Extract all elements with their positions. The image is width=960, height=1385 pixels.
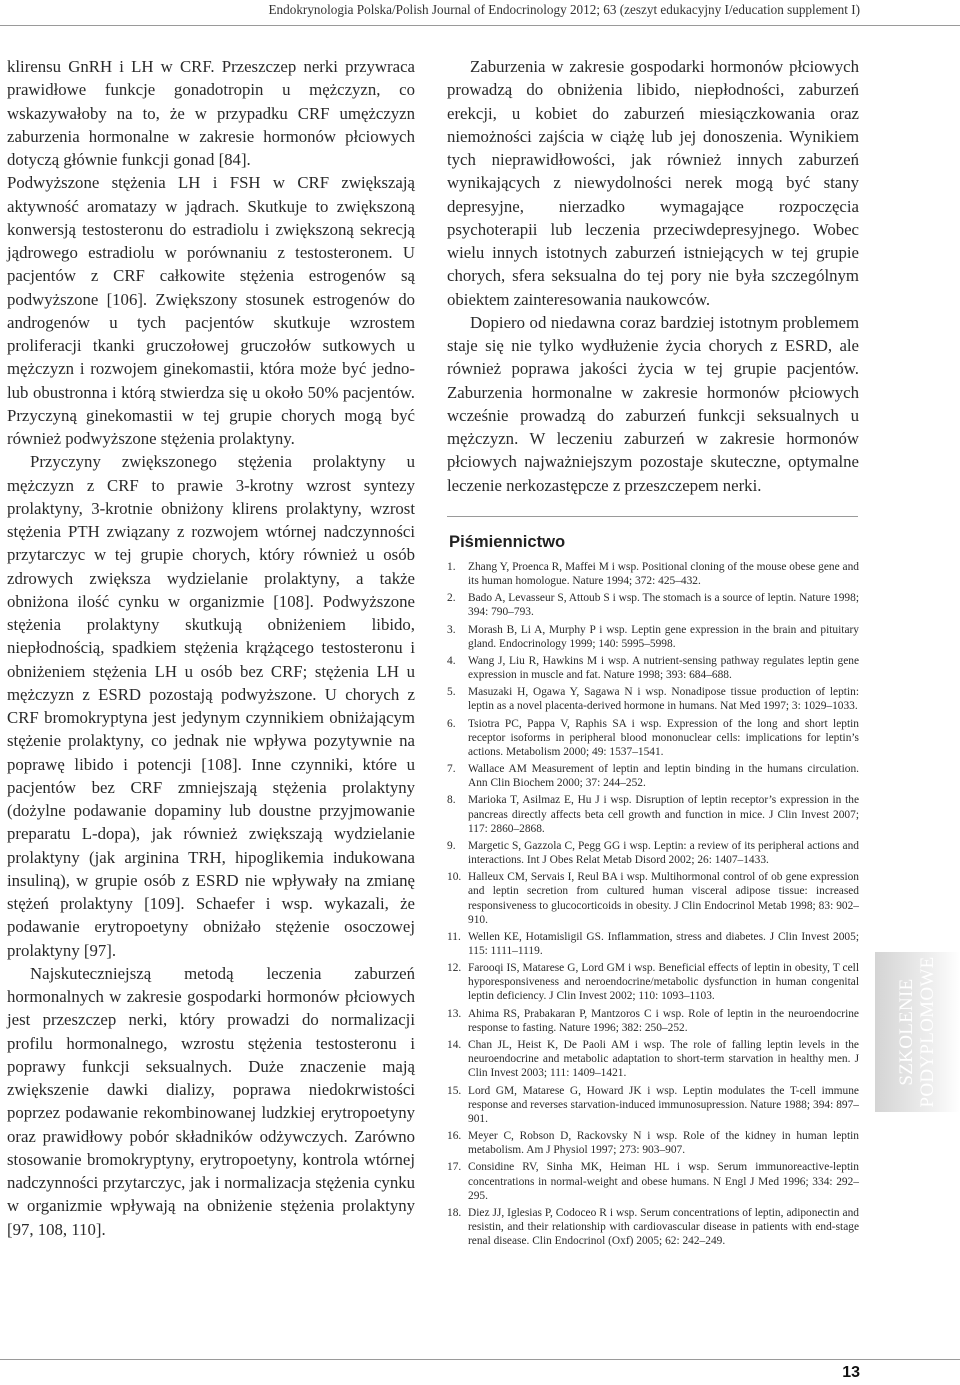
- reference-text: Considine RV, Sinha MK, Heiman HL i wsp. Serum immunoreactive-leptin concentrations in normal-weight and obese humans. N Engl J Med 1996; 334: 292–295.: [468, 1161, 859, 1202]
- reference-item: [447, 1084, 859, 1126]
- reference-text: Lord GM, Matarese G, Howard JK i wsp. Leptin modulates the T-cell immune response and reverses starvation-induced immunosupression. Nature 1988; 394: 897–901.: [468, 1084, 859, 1125]
- side-label-line: SZKOLENIE: [896, 978, 917, 1086]
- running-header: Endokrynologia Polska/Polish Journal of Endocrinology 2012; 63 (zeszyt edukacyjny I/education supplement I): [268, 2, 860, 17]
- reference-number: 18.: [447, 1206, 462, 1219]
- reference-item: [447, 762, 859, 790]
- reference-item: [447, 560, 859, 588]
- reference-item: [447, 961, 859, 1003]
- reference-number: 1.: [447, 560, 456, 573]
- reference-item: [447, 591, 859, 619]
- reference-item: [447, 1038, 859, 1080]
- reference-text: Wallace AM Measurement of leptin and leptin binding in the humans circulation. Ann Clin Biochem 2000; 37: 244–252.: [468, 763, 859, 790]
- header-divider: [0, 25, 960, 26]
- reference-text: Halleux CM, Servais I, Reul BA i wsp. Multihormonal control of ob gene expression and leptin secretion from cultured human visceral adipose tissue: increased responsiveness to glucocorticoids in obesity. J Clin Endocrinol Metab 1998; 83: 902–910.: [468, 871, 859, 926]
- reference-number: 10.: [447, 871, 462, 884]
- reference-number: 17.: [447, 1161, 462, 1174]
- reference-item: [447, 1129, 859, 1157]
- section-side-label: [896, 956, 938, 1107]
- reference-number: 12.: [447, 962, 462, 975]
- body-paragraph: Podwyższone stężenia LH i FSH w CRF zwiększają aktywność aromatazy w jądrach. Skutkuje to zwiększoną konwersją testosteronu do estradiolu i zwiększoną sekrecją jądrowego estradiolu w porównaniu z testosteronem. U pacjentów z CRF całkowite stężenia estrogenów są podwyższone [106]. Zwiększony stosunek estrogenów do androgenów u tych pacjentów skutkuje wzrostem proliferacji tkanki gruczołowej gruczołów sutkowych u mężczyzn i rozwojem ginekomastii, która może być jedno- lub obustronna i którą stwierdza się u około 50% pacjentów. Przyczyną ginekomastii w tej grupie chorych mogą być również podwyższone stężenia prolaktyny.: [7, 173, 415, 448]
- reference-number: 9.: [447, 839, 456, 852]
- reference-text: Tsiotra PC, Pappa V, Raphis SA i wsp. Expression of the long and short leptin receptor isoforms in peripheral blood mononuclear cells: implications for leptin’s actions. Metabolism 2000; 49: 1537–1541.: [468, 717, 859, 758]
- reference-text: Wellen KE, Hotamisligil GS. Inflammation, stress and diabetes. J Clin Invest 2005; 115: 1111–1119.: [468, 930, 859, 957]
- reference-text: Bado A, Levasseur S, Attoub S i wsp. The stomach is a source of leptin. Nature 1998; 394: 790–793.: [468, 592, 859, 619]
- reference-text: Marioka T, Asilmaz E, Hu J i wsp. Disruption of leptin receptor’s expression in the pancreas directly affects beta cell growth and function in mice. J Clin Invest 2007; 117: 2860–2868.: [468, 794, 859, 835]
- page-number: 13: [842, 1364, 860, 1381]
- body-paragraph: Przyczyny zwiększonego stężenia prolaktyny u mężczyzn z CRF to prawie 3-krotny wzrost syntezy prolaktyny, 3-krotnie obniżony klirens prolaktyny, wzrost stężenia PTH związany z rozwojem wtórnej nadczynności przytarczyc w tej grupie chorych, który również u osób zdrowych zwiększa wydzielanie prolaktyny, a także obniżona ilość cynku w organizmie [108]. Podwyższone stężenia prolaktyny skutkują obniżeniem libido, niepłodnością, spadkiem stężenia krążącego testosteronu i obniżeniem stężenia LH u osób bez CRF; stężenia LH u mężczyzn z ESRD pozostają podwyższone. U chorych z CRF bromokryptyna jest jedynym czynnikiem obniżającym stężenie prolaktyny, co jednak nie wpływa pozytywnie na poprawę libido i potencji [108]. Inne czynniki, które u pacjentów bez CRF zmniejszają stężenia prolaktyny (dożylne podawanie dopaminy lub doustne przyjmowanie preparatu L-dopa), jak również zwiększają wydzielanie prolaktyny (jak arginina TRH, hipoglikemia indukowana insuliną), w grupie osób z ESRD nie wpływały na zmianę stężeń prolaktyny [109]. Schaefer i wsp. wykazali, że podawanie erytropoetyny obniżało stężenie osoczowej prolaktyny [97].: [7, 452, 415, 960]
- reference-text: Morash B, Li A, Murphy P i wsp. Leptin gene expression in the brain and pituitary gland. Endocrinology 1999; 140: 5995–5998.: [468, 623, 859, 650]
- reference-number: 2.: [447, 592, 456, 605]
- references-heading: Piśmiennictwo: [449, 531, 566, 551]
- reference-number: 5.: [447, 686, 456, 699]
- reference-text: Ahima RS, Prabakaran P, Mantzoros C i wsp. Role of leptin in the neuroendocrine response to fasting. Nature 1996; 382: 250–252.: [468, 1007, 859, 1034]
- side-label-line: PODYPLOMOWE: [917, 956, 938, 1108]
- reference-text: Diez JJ, Iglesias P, Codoceo R i wsp. Serum concentrations of leptin, adiponectin and resistin, and their relationship with cardiovascular disease in patients with end-stage renal disease. Clin Endocrinol (Oxf) 2005; 62: 242–249.: [468, 1206, 859, 1248]
- body-paragraph: klirensu GnRH i LH w CRF. Przeszczep nerki przywraca prawidłowe funkcje gonadotropin u mężczyzn, co wskazywałoby na to, że w przypadku CRF umężczyzn zaburzenia hormonalne w zakresie hormonów płciowych dotyczą głównie funkcji gonad [84].: [7, 57, 415, 169]
- reference-item: [447, 870, 859, 926]
- reference-item: [447, 685, 859, 713]
- reference-number: 6.: [447, 717, 456, 730]
- reference-number: 14.: [447, 1039, 462, 1052]
- reference-text: Zhang Y, Proenca R, Maffei M i wsp. Positional cloning of the mouse obese gene and its human homologue. Nature 1994; 372: 425–432.: [468, 560, 859, 587]
- reference-number: 3.: [447, 623, 456, 636]
- reference-text: Wang J, Liu R, Hawkins M i wsp. A nutrient-sensing pathway regulates leptin gene expression in muscle and fat. Nature 1998; 393: 684–688.: [468, 654, 859, 681]
- reference-item: [447, 930, 859, 958]
- reference-item: [447, 1206, 859, 1248]
- references-list: [447, 560, 859, 1248]
- reference-number: 11.: [447, 930, 461, 943]
- reference-item: [447, 623, 859, 651]
- reference-number: 8.: [447, 794, 456, 807]
- reference-item: [447, 793, 859, 835]
- left-text-column: [7, 55, 415, 1241]
- reference-text: Meyer C, Robson D, Rackovsky N i wsp. Role of the kidney in human leptin metabolism. Am J Physiol 1997; 273: 903–907.: [468, 1130, 859, 1157]
- body-paragraph: Najskuteczniejszą metodą leczenia zaburzeń hormonalnych w zakresie gospodarki hormonów płciowych jest przeszczep nerki, który prowadzi do normalizacji profilu hormonalnego, wzrostu stężenia testosteronu i poprawy funkcji seksualnych. Duże znaczenie mają zwiększenie dawki dializy, poprawa niedokrwistości poprzez podawanie rekombinowanej ludzkiej erytropoetyny oraz prawidłowy pobór składników odżywczych. Zarówno stosowanie bromokryptyny, erytropoetyny, kontrola wtórnej nadczynności przytarczyc, jak i normalizacja stężenia cynku w organizmie wpływają na obniżenie stężenia prolaktyny [97, 108, 110].: [7, 963, 415, 1239]
- reference-item: [447, 1160, 859, 1202]
- reference-item: [447, 654, 859, 682]
- reference-number: 13.: [447, 1007, 462, 1020]
- reference-text: Margetic S, Gazzola C, Pegg GG i wsp. Leptin: a review of its peripheral actions and interactions. Int J Obes Relat Metab Disord 2002; 26: 1407–1433.: [468, 839, 859, 867]
- reference-number: 4.: [447, 654, 456, 667]
- reference-text: Chan JL, Heist K, De Paoli AM i wsp. The role of falling leptin levels in the neuroendocrine and metabolic adaptation to short-term starvation in healthy men. J Clin Invest 2003; 111: 1409–1421.: [468, 1039, 859, 1080]
- right-text-column: [447, 55, 859, 1251]
- footer-divider: [0, 1359, 960, 1360]
- reference-item: [447, 717, 859, 759]
- reference-number: 15.: [447, 1084, 462, 1097]
- reference-item: [447, 1007, 859, 1035]
- reference-number: 7.: [447, 763, 456, 776]
- reference-text: Farooqi IS, Matarese G, Lord GM i wsp. Beneficial effects of leptin in obesity, T cell hyporesponsiveness and neroendocrine/metabolic dysfunction in human congenital leptin deficiency. J Clin Invest 2002; 110: 1093–1103.: [468, 962, 859, 1003]
- body-paragraph: Dopiero od niedawna coraz bardziej istotnym problemem staje się nie tylko wydłużenie życia chorych z ESRD, ale również poprawa jakości życia w tej grupie pacjentów. Zaburzenia hormonalne w zakresie hormonów płciowych wcześnie prowadzą do zaburzeń funkcji seksualnych u mężczyzn. W leczeniu zaburzeń w zakresie hormonów płciowych najważniejszym pozostaje skuteczne, optymalne leczenie nerkozastępcze z przeszczepem nerki.: [447, 312, 859, 495]
- reference-text: Masuzaki H, Ogawa Y, Sagawa N i wsp. Nonadipose tissue production of leptin: leptin as a novel placenta-derived hormone in humans. Nat Med 1997; 3: 1029–1033.: [468, 686, 859, 713]
- references-divider: [447, 516, 858, 517]
- reference-item: [447, 839, 859, 867]
- body-paragraph: Zaburzenia w zakresie gospodarki hormonów płciowych prowadzą do obniżenia libido, niepłodności, zaburzeń erekcji, u kobiet do zaburzeń miesiączkowania oraz niemożności zajścia w ciążę lub jej donoszenia. Wynikiem tych nieprawidłowości, jak również innych zaburzeń wynikających z niewydolności nerek mogą być stany depresyjne, nierzadko wymagające rozpoczęcia psychoterapii lub leczenia przeciwdepresyjnego. Wobec wielu innych istotnych zaburzeń istniejących w tej grupie chorych, sfera seksualna do tej pory nie była szczególnym obiektem zainteresowania naukowców.: [447, 57, 859, 309]
- reference-number: 16.: [447, 1130, 462, 1143]
